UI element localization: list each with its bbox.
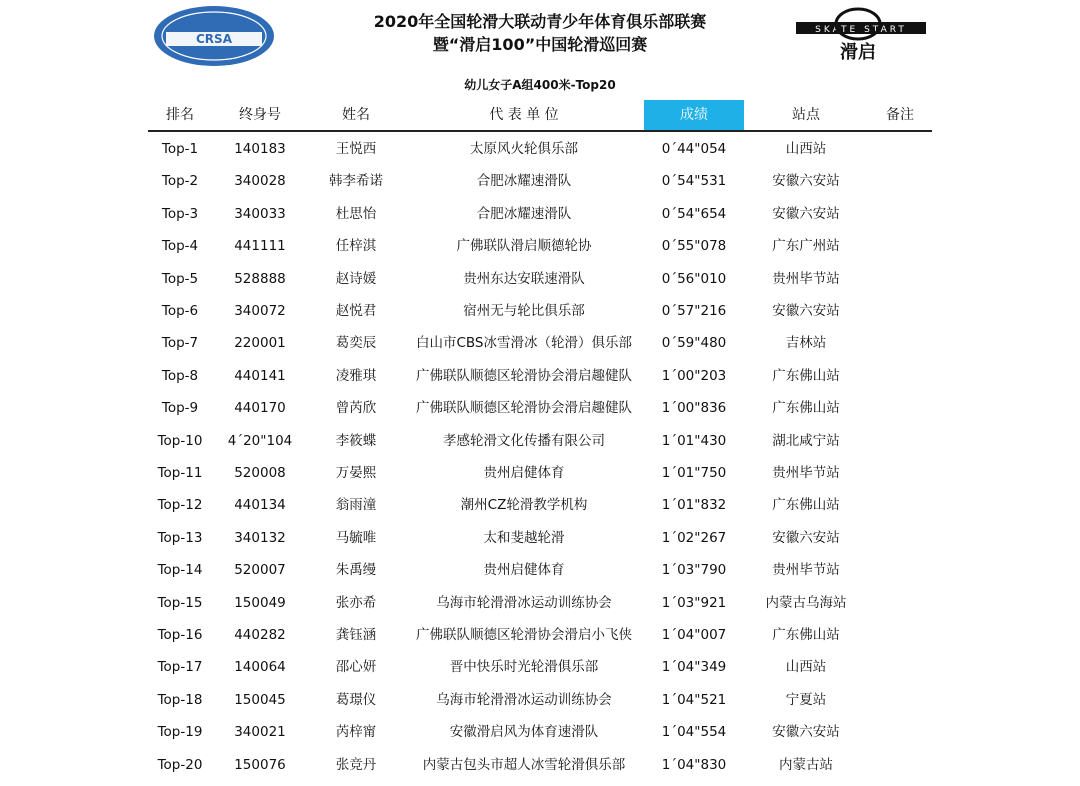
- cell-unit: 乌海市轮滑滑冰运动训练协会: [436, 594, 612, 611]
- table-subtitle: 幼儿女子A组400米-Top20: [464, 78, 616, 92]
- cell-score: 1´01"832: [661, 497, 727, 514]
- header-unit: 代 表 单 位: [489, 107, 559, 123]
- table-row: [148, 198, 932, 230]
- cell-score: 0´57"216: [661, 303, 727, 319]
- cell-unit: 贵州东达安联速滑队: [463, 270, 585, 287]
- cell-rank: Top-7: [161, 335, 199, 352]
- cell-site: 贵州毕节站: [772, 465, 840, 481]
- cell-note: [868, 360, 932, 392]
- cell-note: [868, 295, 932, 327]
- header-score: 成绩: [644, 100, 744, 130]
- cell-rank: Top-8: [161, 367, 199, 384]
- cell-rank: Top-6: [161, 303, 199, 319]
- cell-score: 1´04"521: [661, 691, 727, 708]
- cell-rank: Top-3: [161, 205, 199, 222]
- cell-note: [868, 522, 932, 554]
- cell-id: 440141: [234, 367, 286, 384]
- cell-score: 1´00"203: [661, 367, 727, 384]
- cell-name: 赵悦君: [335, 303, 377, 319]
- cell-note: [868, 651, 932, 683]
- cell-score: 0´55"078: [661, 238, 727, 255]
- cell-rank: Top-13: [157, 529, 203, 546]
- logo-left-text: CRSA: [196, 32, 232, 46]
- table-row: [148, 230, 932, 262]
- cell-rank: Top-12: [157, 497, 203, 514]
- cell-score: 1´02"267: [661, 529, 727, 546]
- cell-score: 1´03"790: [661, 562, 727, 579]
- cell-score: 0´54"654: [661, 205, 727, 222]
- cell-unit: 内蒙古包头市超人冰雪轮滑俱乐部: [422, 756, 626, 773]
- cell-unit: 广佛联队滑启顺德轮协: [456, 238, 592, 255]
- cell-unit: 晋中快乐时光轮滑俱乐部: [449, 659, 599, 676]
- cell-note: [868, 749, 932, 781]
- cell-site: 安徽六安站: [772, 724, 840, 741]
- cell-site: 广东佛山站: [772, 400, 840, 417]
- table-row: [148, 165, 932, 197]
- cell-score: 1´04"830: [661, 756, 727, 773]
- cell-id: 340028: [234, 173, 286, 190]
- logo-right-cn: 滑启: [840, 42, 876, 63]
- cell-note: [868, 165, 932, 197]
- cell-site: 广东佛山站: [772, 367, 840, 384]
- cell-note: [868, 587, 932, 619]
- cell-name: 韩李希诺: [329, 173, 383, 190]
- cell-score: 1´01"750: [661, 465, 727, 481]
- cell-score: 1´04"349: [661, 659, 727, 676]
- cell-id: 340033: [234, 205, 286, 222]
- cell-score: 0´59"480: [661, 335, 727, 352]
- cell-name: 李筱蝶: [335, 432, 377, 449]
- cell-name: 张竞丹: [335, 756, 377, 773]
- cell-site: 宁夏站: [785, 691, 827, 708]
- table-row: [148, 651, 932, 683]
- table-row: [148, 716, 932, 748]
- cell-id: 220001: [234, 335, 286, 352]
- cell-site: 安徽六安站: [772, 173, 840, 190]
- cell-site: 安徽六安站: [772, 529, 840, 546]
- cell-note: [868, 716, 932, 748]
- association-logo: [152, 4, 276, 68]
- header-name: 姓名: [342, 107, 370, 123]
- cell-site: 贵州毕节站: [772, 270, 840, 287]
- header-site: 站点: [792, 107, 820, 123]
- cell-site: 山西站: [785, 659, 827, 676]
- cell-name: 葛璟仪: [335, 691, 377, 708]
- cell-name: 曾芮欣: [335, 400, 377, 417]
- cell-name: 朱禹缦: [335, 562, 377, 579]
- cell-unit: 广佛联队顺德区轮滑协会滑启小飞侠: [416, 627, 632, 643]
- cell-name: 赵诗媛: [335, 270, 377, 287]
- cell-name: 翁雨潼: [335, 497, 377, 514]
- cell-id: 150049: [234, 594, 286, 611]
- cell-unit: 乌海市轮滑滑冰运动训练协会: [436, 691, 612, 708]
- cell-id: 140064: [234, 659, 286, 676]
- skate-start-logo: [796, 6, 926, 66]
- cell-rank: Top-2: [161, 173, 199, 190]
- table-row: [148, 263, 932, 295]
- cell-note: [868, 230, 932, 262]
- cell-unit: 广佛联队顺德区轮滑协会滑启趣健队: [416, 367, 632, 384]
- cell-id: 4´20"104: [227, 432, 293, 449]
- table-row: [148, 554, 932, 586]
- header-id: 终身号: [239, 107, 281, 123]
- cell-rank: Top-15: [157, 594, 203, 611]
- cell-name: 王悦西: [335, 141, 377, 157]
- cell-note: [868, 133, 932, 165]
- cell-rank: Top-9: [161, 400, 199, 417]
- cell-unit: 潮州CZ轮滑教学机构: [460, 497, 588, 514]
- cell-unit: 宿州无与轮比俱乐部: [463, 303, 585, 319]
- cell-id: 440282: [234, 627, 286, 643]
- cell-site: 山西站: [785, 141, 827, 157]
- cell-rank: Top-10: [157, 432, 203, 449]
- page-title-line2: 暨“滑启100”中国轮滑巡回赛: [432, 35, 648, 54]
- cell-id: 340072: [234, 303, 286, 319]
- table-row: [148, 522, 932, 554]
- cell-note: [868, 619, 932, 651]
- cell-score: 0´56"010: [661, 270, 727, 287]
- header-note: 备注: [886, 107, 914, 123]
- cell-rank: Top-16: [157, 627, 203, 643]
- cell-score: 0´44"054: [661, 141, 727, 157]
- cell-note: [868, 457, 932, 489]
- cell-rank: Top-19: [157, 724, 203, 741]
- cell-rank: Top-17: [157, 659, 203, 676]
- cell-name: 马毓唯: [335, 529, 377, 546]
- cell-name: 任梓淇: [335, 238, 377, 255]
- cell-unit: 贵州启健体育: [483, 562, 565, 579]
- cell-site: 广东佛山站: [772, 497, 840, 514]
- cell-name: 龚钰涵: [335, 627, 377, 643]
- cell-name: 芮梓甯: [335, 724, 377, 741]
- cell-note: [868, 327, 932, 359]
- cell-name: 邵心妍: [335, 659, 377, 676]
- cell-score: 0´54"531: [661, 173, 727, 190]
- cell-name: 凌雅琪: [335, 367, 377, 384]
- cell-id: 528888: [234, 270, 286, 287]
- table-row: [148, 327, 932, 359]
- cell-score: 1´04"007: [661, 627, 727, 643]
- cell-name: 杜思怡: [335, 205, 377, 222]
- cell-unit: 合肥冰耀速滑队: [476, 173, 572, 190]
- cell-unit: 广佛联队顺德区轮滑协会滑启趣健队: [416, 400, 632, 417]
- cell-note: [868, 684, 932, 716]
- cell-unit: 安徽滑启风为体育速滑队: [449, 724, 599, 741]
- cell-rank: Top-20: [157, 756, 203, 773]
- table-row: [148, 457, 932, 489]
- cell-rank: Top-5: [161, 270, 199, 287]
- cell-id: 440170: [234, 400, 286, 417]
- cell-score: 1´03"921: [661, 594, 727, 611]
- cell-note: [868, 263, 932, 295]
- table-row: [148, 295, 932, 327]
- cell-score: 1´00"836: [661, 400, 727, 417]
- cell-score: 1´04"554: [661, 724, 727, 741]
- cell-id: 140183: [234, 141, 286, 157]
- cell-site: 吉林站: [785, 335, 827, 352]
- cell-unit: 白山市CBS冰雪滑冰（轮滑）俱乐部: [415, 335, 633, 352]
- table-header: [148, 100, 932, 132]
- cell-note: [868, 554, 932, 586]
- cell-site: 内蒙古站: [779, 756, 833, 773]
- cell-rank: Top-14: [157, 562, 203, 579]
- cell-name: 万晏熙: [335, 465, 377, 481]
- table-row: [148, 619, 932, 651]
- cell-site: 安徽六安站: [772, 303, 840, 319]
- table-row: [148, 587, 932, 619]
- cell-unit: 孝感轮滑文化传播有限公司: [443, 432, 605, 449]
- cell-rank: Top-4: [161, 238, 199, 255]
- cell-note: [868, 392, 932, 424]
- table-row: [148, 684, 932, 716]
- cell-rank: Top-18: [157, 691, 203, 708]
- table-row: [148, 489, 932, 521]
- cell-site: 安徽六安站: [772, 205, 840, 222]
- table-row: [148, 749, 932, 781]
- page-title: 2020年全国轮滑大联动青少年体育俱乐部联赛: [373, 12, 707, 31]
- cell-score: 1´01"430: [661, 432, 727, 449]
- cell-note: [868, 198, 932, 230]
- cell-id: 520008: [234, 465, 286, 481]
- header-rank: 排名: [166, 107, 194, 123]
- cell-unit: 太原风火轮俱乐部: [470, 141, 578, 157]
- cell-id: 441111: [234, 238, 286, 255]
- cell-id: 520007: [234, 562, 286, 579]
- cell-note: [868, 425, 932, 457]
- cell-name: 张亦希: [335, 594, 377, 611]
- table-row: [148, 360, 932, 392]
- table-row: [148, 425, 932, 457]
- cell-site: 广东广州站: [772, 238, 840, 255]
- cell-unit: 贵州启健体育: [483, 465, 565, 481]
- cell-site: 湖北咸宁站: [772, 432, 840, 449]
- cell-site: 广东佛山站: [772, 627, 840, 643]
- cell-unit: 太和斐越轮滑: [483, 529, 565, 546]
- cell-site: 内蒙古乌海站: [765, 594, 847, 611]
- cell-id: 340021: [234, 724, 286, 741]
- cell-id: 150045: [234, 691, 286, 708]
- logo-right-text: SKATE START: [815, 25, 907, 35]
- table-row: [148, 133, 932, 165]
- cell-id: 340132: [234, 529, 286, 546]
- cell-note: [868, 489, 932, 521]
- cell-name: 葛奕辰: [335, 335, 377, 352]
- cell-rank: Top-1: [161, 141, 199, 157]
- table-row: [148, 392, 932, 424]
- cell-id: 150076: [234, 756, 286, 773]
- cell-unit: 合肥冰耀速滑队: [476, 205, 572, 222]
- cell-site: 贵州毕节站: [772, 562, 840, 579]
- cell-id: 440134: [234, 497, 286, 514]
- cell-rank: Top-11: [157, 465, 203, 481]
